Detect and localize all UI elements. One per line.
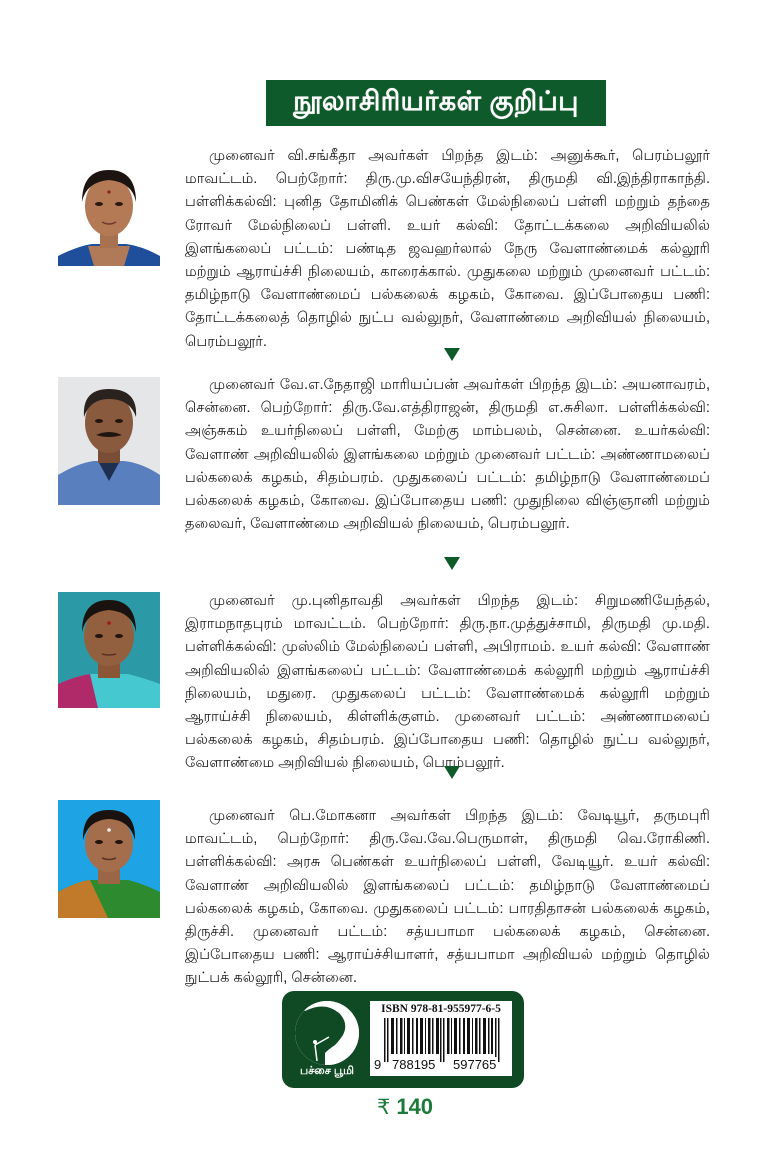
author-bio-3: முனைவர் மு.புனிதாவதி அவர்கள் பிறந்த இடம்: சிறுமணியேந்தல், இராமநாதபுரம் மாவட்டம். பெற்றோர்: திரு.நா.முத்துச்சாமி, திருமதி மு.மதி. பள்ளிக்கல்வி: முஸ்லிம் மேல்நிலைப் பள்ளி, அபிராமம். உயர் கல்வி: வேளாண் அறிவியலில் இளங்கலைப் பட்டம்: வேளாண்மைக் கல்லூரி மற்றும் ஆராய்ச்சி நிலையம், மதுரை. முதுகலைப் பட்டம்: வேளாண்மைக் கல்லூரி மற்றும் ஆராய்ச்சி நிலையம், கிள்ளிக்குளம். முனைவர் பட்டம்: அண்ணாமலைப் பல்கலைக் கழகம், சிதம்பரம். இப்போதைய பணி: தொழில் நுட்ப வல்லுநர், வேளாண்மை அறிவியல் நிலையம், பெரம்பலூர். bbox=[185, 593, 710, 772]
isbn-label: ISBN 978-81-955977-6-5 bbox=[381, 1003, 501, 1015]
price bbox=[0, 1094, 760, 1120]
page-title-banner bbox=[266, 80, 606, 126]
price-amount: 140 bbox=[396, 1094, 434, 1119]
barcode-digit-group-1: 788195 bbox=[392, 1057, 436, 1072]
portrait-man-icon bbox=[58, 377, 160, 505]
author-photo-3 bbox=[58, 592, 160, 708]
section-divider-triangle-icon bbox=[444, 557, 460, 570]
publisher-name: பச்சை பூமி bbox=[300, 1065, 354, 1077]
barcode-digit-lead: 9 bbox=[374, 1057, 382, 1072]
portrait-woman-icon bbox=[58, 160, 160, 266]
rupee-icon: ₹ bbox=[376, 1096, 391, 1119]
barcode-digit-group-2: 597765 bbox=[453, 1057, 497, 1072]
author-photo-2 bbox=[58, 377, 160, 505]
author-photo-4 bbox=[58, 800, 160, 918]
author-bio-1: முனைவர் வி.சங்கீதா அவர்கள் பிறந்த இடம்: அனுக்கூர், பெரம்பலூர் மாவட்டம். பெற்றோர்: திரு.மு.விசயேந்திரன், திருமதி வி.இந்திராகாந்தி. பள்ளிக்கல்வி: புனித தோமினிக் பெண்கள் மேல்நிலைப் பள்ளி மற்றும் தந்தை ரோவர் மேல்நிலைப் பள்ளி. உயர் கல்வி: தோட்டக்கலை அறிவியலில் இளங்கலைப் பட்டம்: பண்டித ஜவஹர்லால் நேரு வேளாண்மைக் கல்லூரி மற்றும் ஆராய்ச்சி நிலையம், காரைக்கால். முதுகலை மற்றும் முனைவர் பட்டம்: தமிழ்நாடு வேளாண்மைப் பல்கலைக் கழகம், கோவை. இப்போதைய பணி: தோட்டக்கலைத் தொழில் நுட்ப வல்லுநர், வேளாண்மை அறிவியல் நிலையம், பெரம்பலூர். bbox=[185, 148, 710, 350]
section-divider-triangle-icon bbox=[444, 348, 460, 361]
publisher-isbn-panel bbox=[282, 991, 524, 1088]
publisher-logo-icon bbox=[295, 1001, 359, 1065]
portrait-woman-icon bbox=[58, 800, 160, 918]
author-bio-2: முனைவர் வே.எ.நேதாஜி மாரியப்பன் அவர்கள் பிறந்த இடம்: அயனாவரம், சென்னை. பெற்றோர்: திரு.வே.எத்திராஜன், திருமதி எ.சுசிலா. பள்ளிக்கல்வி: அஞ்சுகம் உயர்நிலைப் பள்ளி, மேற்கு மாம்பலம், சென்னை. உயர்கல்வி: வேளாண் அறிவியலில் இளங்கலை மற்றும் முனைவர் பட்டம்: அண்ணாமலைப் பல்கலைக் கழகம், சிதம்பரம். முதுகலைப் பட்டம்: தமிழ்நாடு வேளாண்மைப் பல்கலைக் கழகம், கோவை. இப்போதைய பணி: முதுநிலை விஞ்ஞானி மற்றும் தலைவர், வேளாண்மை அறிவியல் நிலையம், பெரம்பலூர். bbox=[185, 377, 710, 533]
author-bio-4: முனைவர் பெ.மோகனா அவர்கள் பிறந்த இடம்: வேடியூர், தருமபுரி மாவட்டம், பெற்றோர்: திரு.வே.வே.பெருமாள், திருமதி வெ.ரோகிணி. பள்ளிக்கல்வி: அரசு பெண்கள் உயர்நிலைப் பள்ளி, வேடியூர். உயர் கல்வி: வேளாண் அறிவியலில் இளங்கலைப் பட்டம்: தமிழ்நாடு வேளாண்மைப் பல்கலைக் கழகம், கோவை. முதுகலைப் பட்டம்: பாரதிதாசன் பல்கலைக் கழகம், திருச்சி. முனைவர் பட்டம்: சத்யபாமா பல்கலைக் கழகம், சென்னை. இப்போதைய பணி: ஆராய்ச்சியாளர், சத்யபாமா அறிவியல் மற்றும் தொழில் நுட்பக் கல்லூரி, சென்னை. bbox=[185, 808, 710, 987]
portrait-woman-icon bbox=[58, 592, 160, 708]
isbn-barcode bbox=[370, 1001, 512, 1076]
author-photo-1 bbox=[58, 160, 160, 266]
barcode-icon bbox=[376, 1018, 506, 1062]
page-title: நூலாசிரியர்கள் குறிப்பு bbox=[293, 85, 579, 116]
section-divider-triangle-icon bbox=[444, 766, 460, 779]
